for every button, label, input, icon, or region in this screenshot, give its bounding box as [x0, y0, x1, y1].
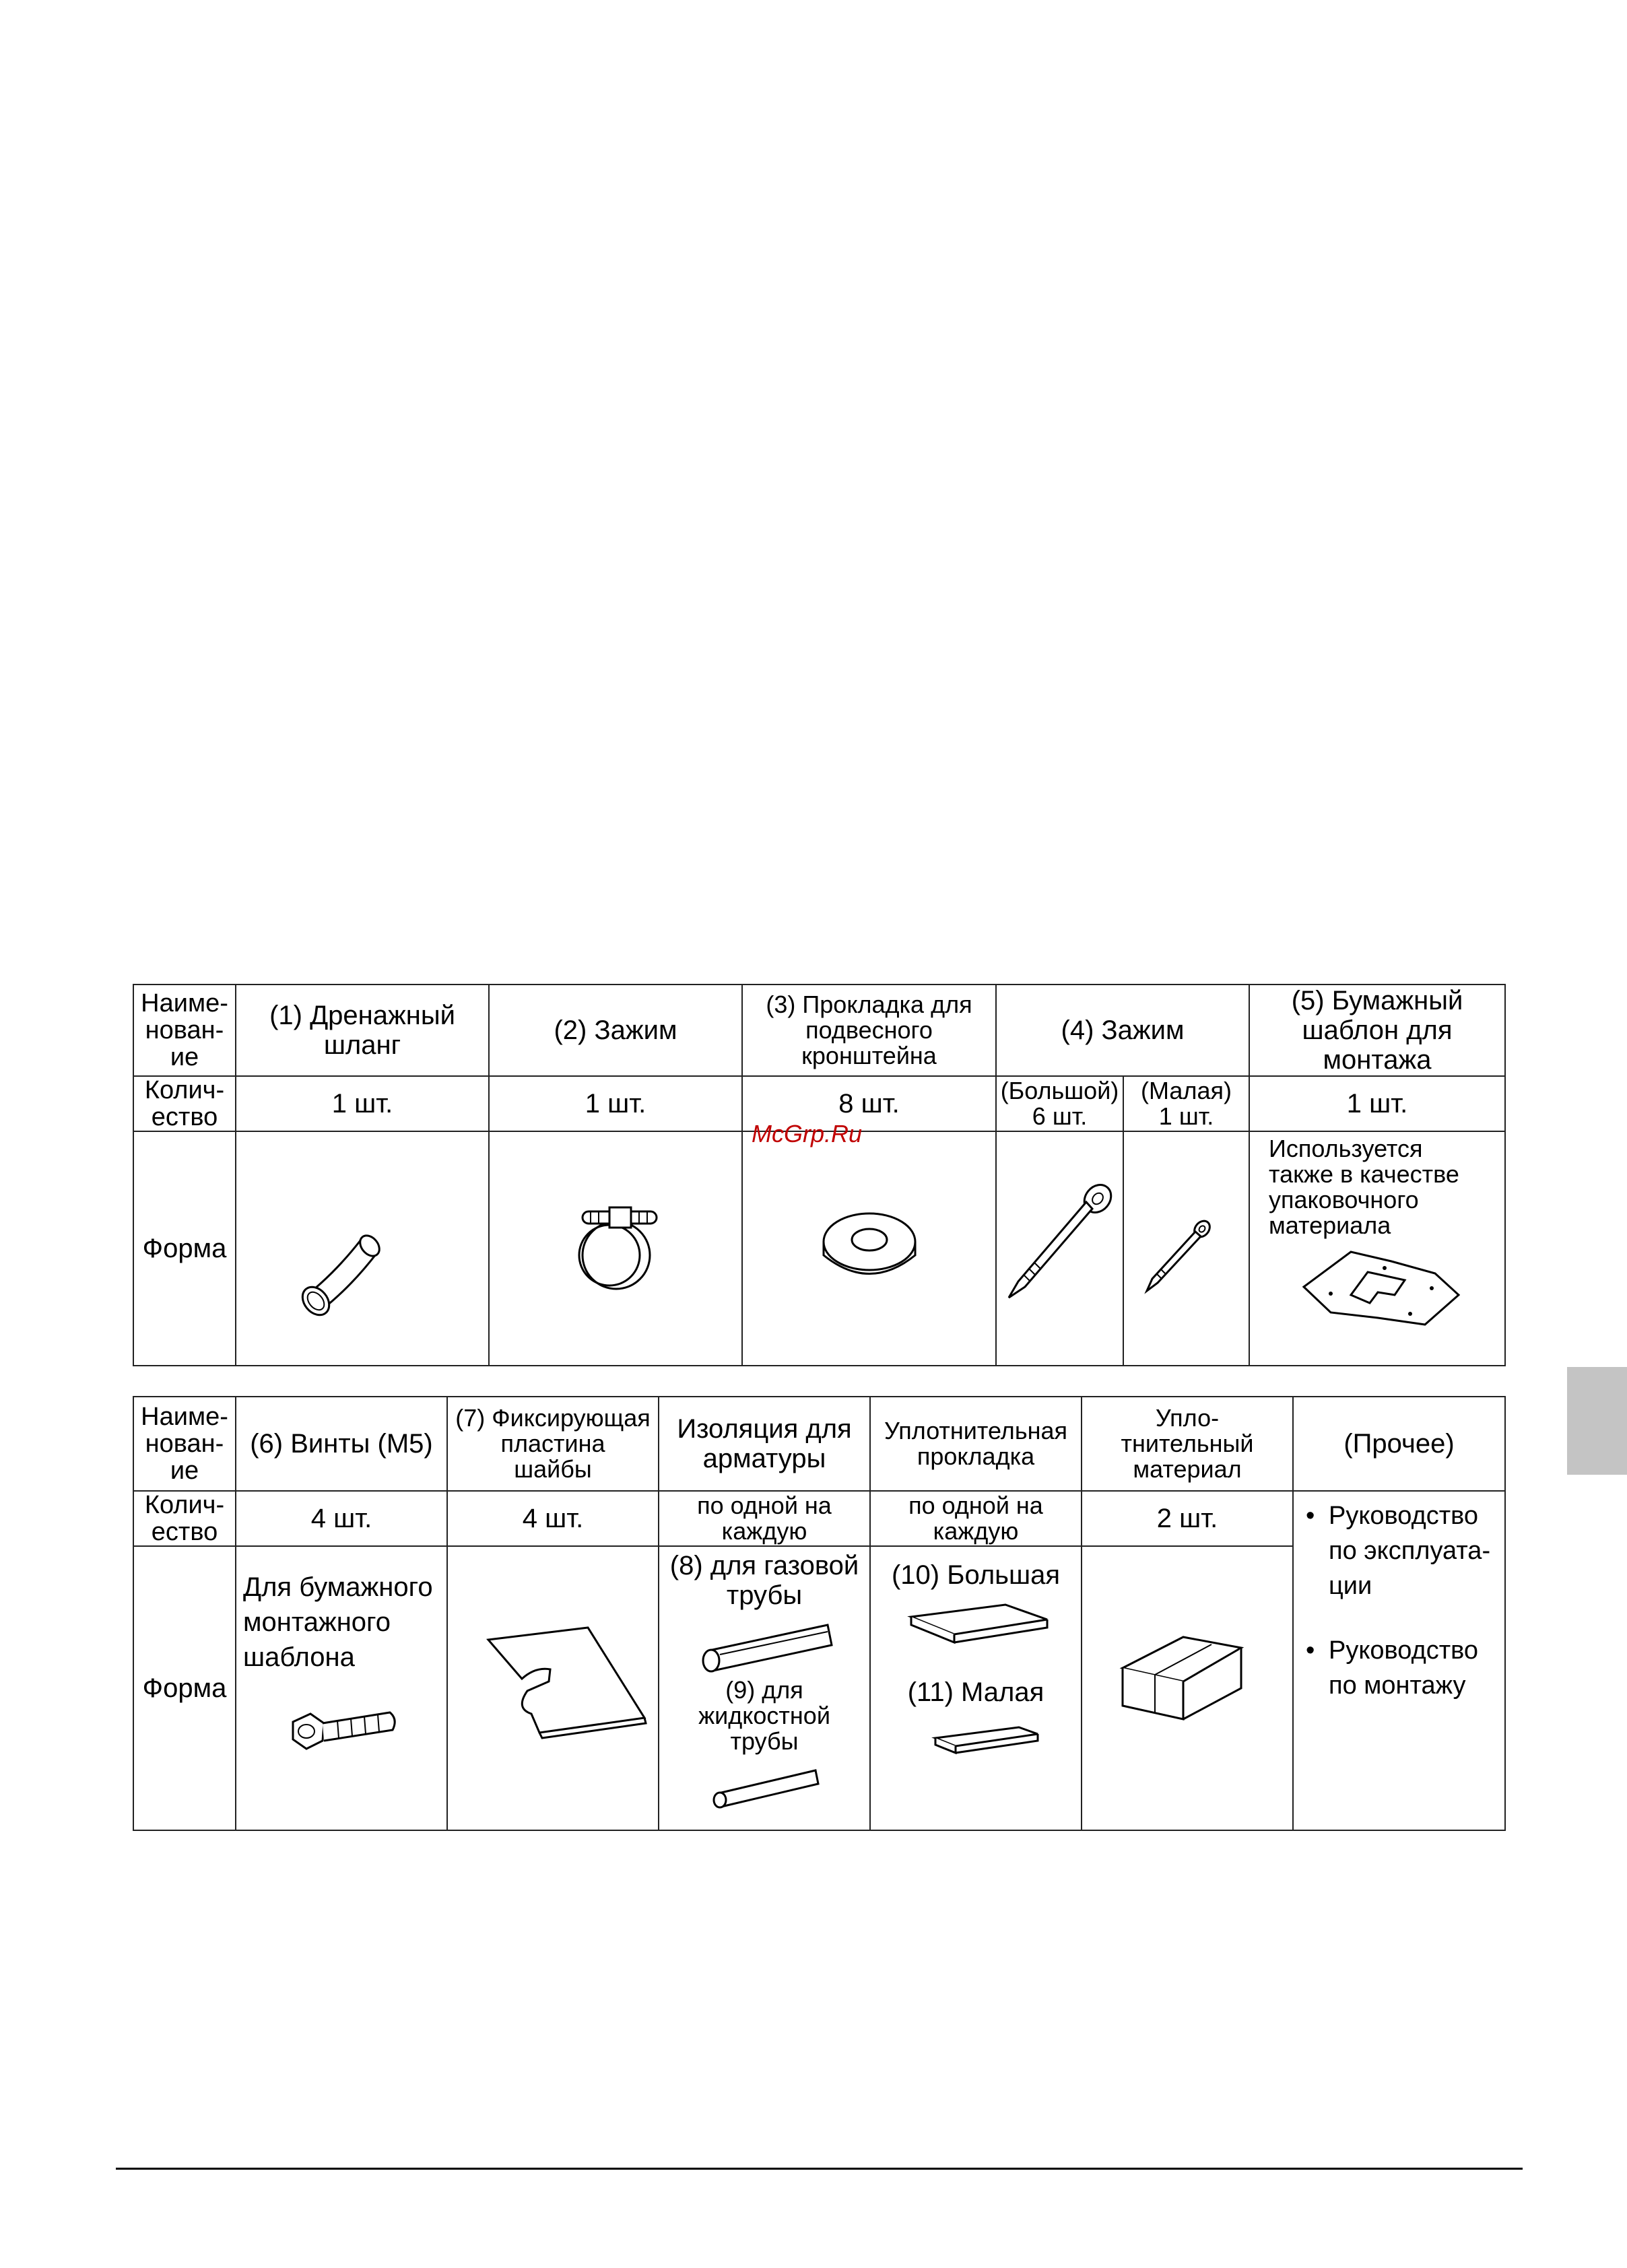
- row-label-qty: Колич- ество: [133, 1076, 236, 1131]
- watermark: McGrp.Ru: [752, 1120, 863, 1147]
- item6-qty: 4 шт.: [236, 1491, 447, 1546]
- item2-shape: [489, 1131, 742, 1366]
- paper-template-icon: [1250, 1238, 1506, 1339]
- gasket-small-label: (11) Малая: [907, 1677, 1044, 1707]
- hose-clamp-icon: [490, 1132, 743, 1365]
- item6-name: (6) Винты (М5): [236, 1397, 447, 1491]
- item7-qty: 4 шт.: [447, 1491, 659, 1546]
- item5-note: Используется также в качестве упаковочного материала: [1269, 1135, 1459, 1239]
- gasket-name: Уплотнительная прокладка: [870, 1397, 1082, 1491]
- other-item-2: • Руководство по монтажу: [1306, 1636, 1479, 1700]
- small-gasket-icon: [871, 1707, 1082, 1768]
- insulation-name: Изоляция для арматуры: [659, 1397, 870, 1491]
- sealing-qty: 2 шт.: [1082, 1491, 1293, 1546]
- item5-name: (5) Бумажный шаблон для монтажа: [1249, 985, 1505, 1076]
- screw-icon: [236, 1675, 448, 1789]
- gasket-large-label: (10) Большая: [891, 1560, 1061, 1590]
- item5-qty: 1 шт.: [1249, 1076, 1505, 1131]
- large-nail-icon: [997, 1132, 1124, 1365]
- item3-name: (3) Прокладка для подвесного кронштейна: [742, 985, 996, 1076]
- row-label-form: Форма: [133, 1131, 236, 1366]
- item1-shape: [236, 1131, 489, 1366]
- item4-name: (4) Зажим: [996, 985, 1249, 1076]
- item6-note: Для бумажного монтажного шаблона: [243, 1572, 433, 1672]
- small-nail-icon: [1124, 1132, 1250, 1365]
- row-label-name: Наиме- нован- ие: [133, 985, 236, 1076]
- insulation-qty: по одной на каждую: [659, 1491, 870, 1546]
- sealing-material-icon: [1082, 1547, 1294, 1830]
- item3-qty: 8 шт.: [742, 1076, 996, 1131]
- item2-qty: 1 шт.: [489, 1076, 742, 1131]
- insulation-liquid-label: (9) для жидкостной трубы: [698, 1676, 830, 1755]
- footer-rule: [116, 2168, 1523, 2170]
- sealing-shape: [1082, 1546, 1293, 1830]
- other-items: [1293, 1491, 1505, 1830]
- item5-shape: [1249, 1131, 1505, 1366]
- washer-icon: [743, 1132, 997, 1365]
- gasket-shape: [870, 1546, 1082, 1830]
- item4-shape-large: [996, 1131, 1123, 1366]
- accessories-table-2: [133, 1396, 1506, 1831]
- insulation-gas-label: (8) для газовой трубы: [669, 1551, 859, 1610]
- gasket-qty: по одной на каждую: [870, 1491, 1082, 1546]
- accessories-table-1: [133, 984, 1506, 1366]
- item1-name: (1) Дренажный шланг: [236, 985, 489, 1076]
- row-label-qty-2: Колич- ество: [133, 1491, 236, 1546]
- item1-qty: 1 шт.: [236, 1076, 489, 1131]
- insulation-shape: [659, 1546, 870, 1830]
- gas-pipe-insulation-icon: [659, 1610, 871, 1677]
- item6-shape: [236, 1546, 447, 1830]
- item4-shape-small: [1123, 1131, 1249, 1366]
- drain-hose-icon: [236, 1132, 490, 1365]
- item7-shape: [447, 1546, 659, 1830]
- large-gasket-icon: [871, 1590, 1082, 1664]
- item4-qty-small: (Малая) 1 шт.: [1123, 1076, 1249, 1131]
- item2-name: (2) Зажим: [489, 985, 742, 1076]
- row-label-form-2: Форма: [133, 1546, 236, 1830]
- item3-shape: [742, 1131, 996, 1366]
- row-label-name-2: Наиме- нован- ие: [133, 1397, 236, 1491]
- other-item-1: • Руководство по эксплуата- ции: [1306, 1502, 1491, 1600]
- item4-qty-large: (Большой) 6 шт.: [996, 1076, 1123, 1131]
- sealing-name: Упло- тнительный материал: [1082, 1397, 1293, 1491]
- section-side-tab: [1567, 1367, 1627, 1475]
- other-name: (Прочее): [1293, 1397, 1505, 1491]
- item7-name: (7) Фиксирующая пластина шайбы: [447, 1397, 659, 1491]
- liquid-pipe-insulation-icon: [659, 1754, 871, 1815]
- washer-plate-icon: [448, 1547, 659, 1830]
